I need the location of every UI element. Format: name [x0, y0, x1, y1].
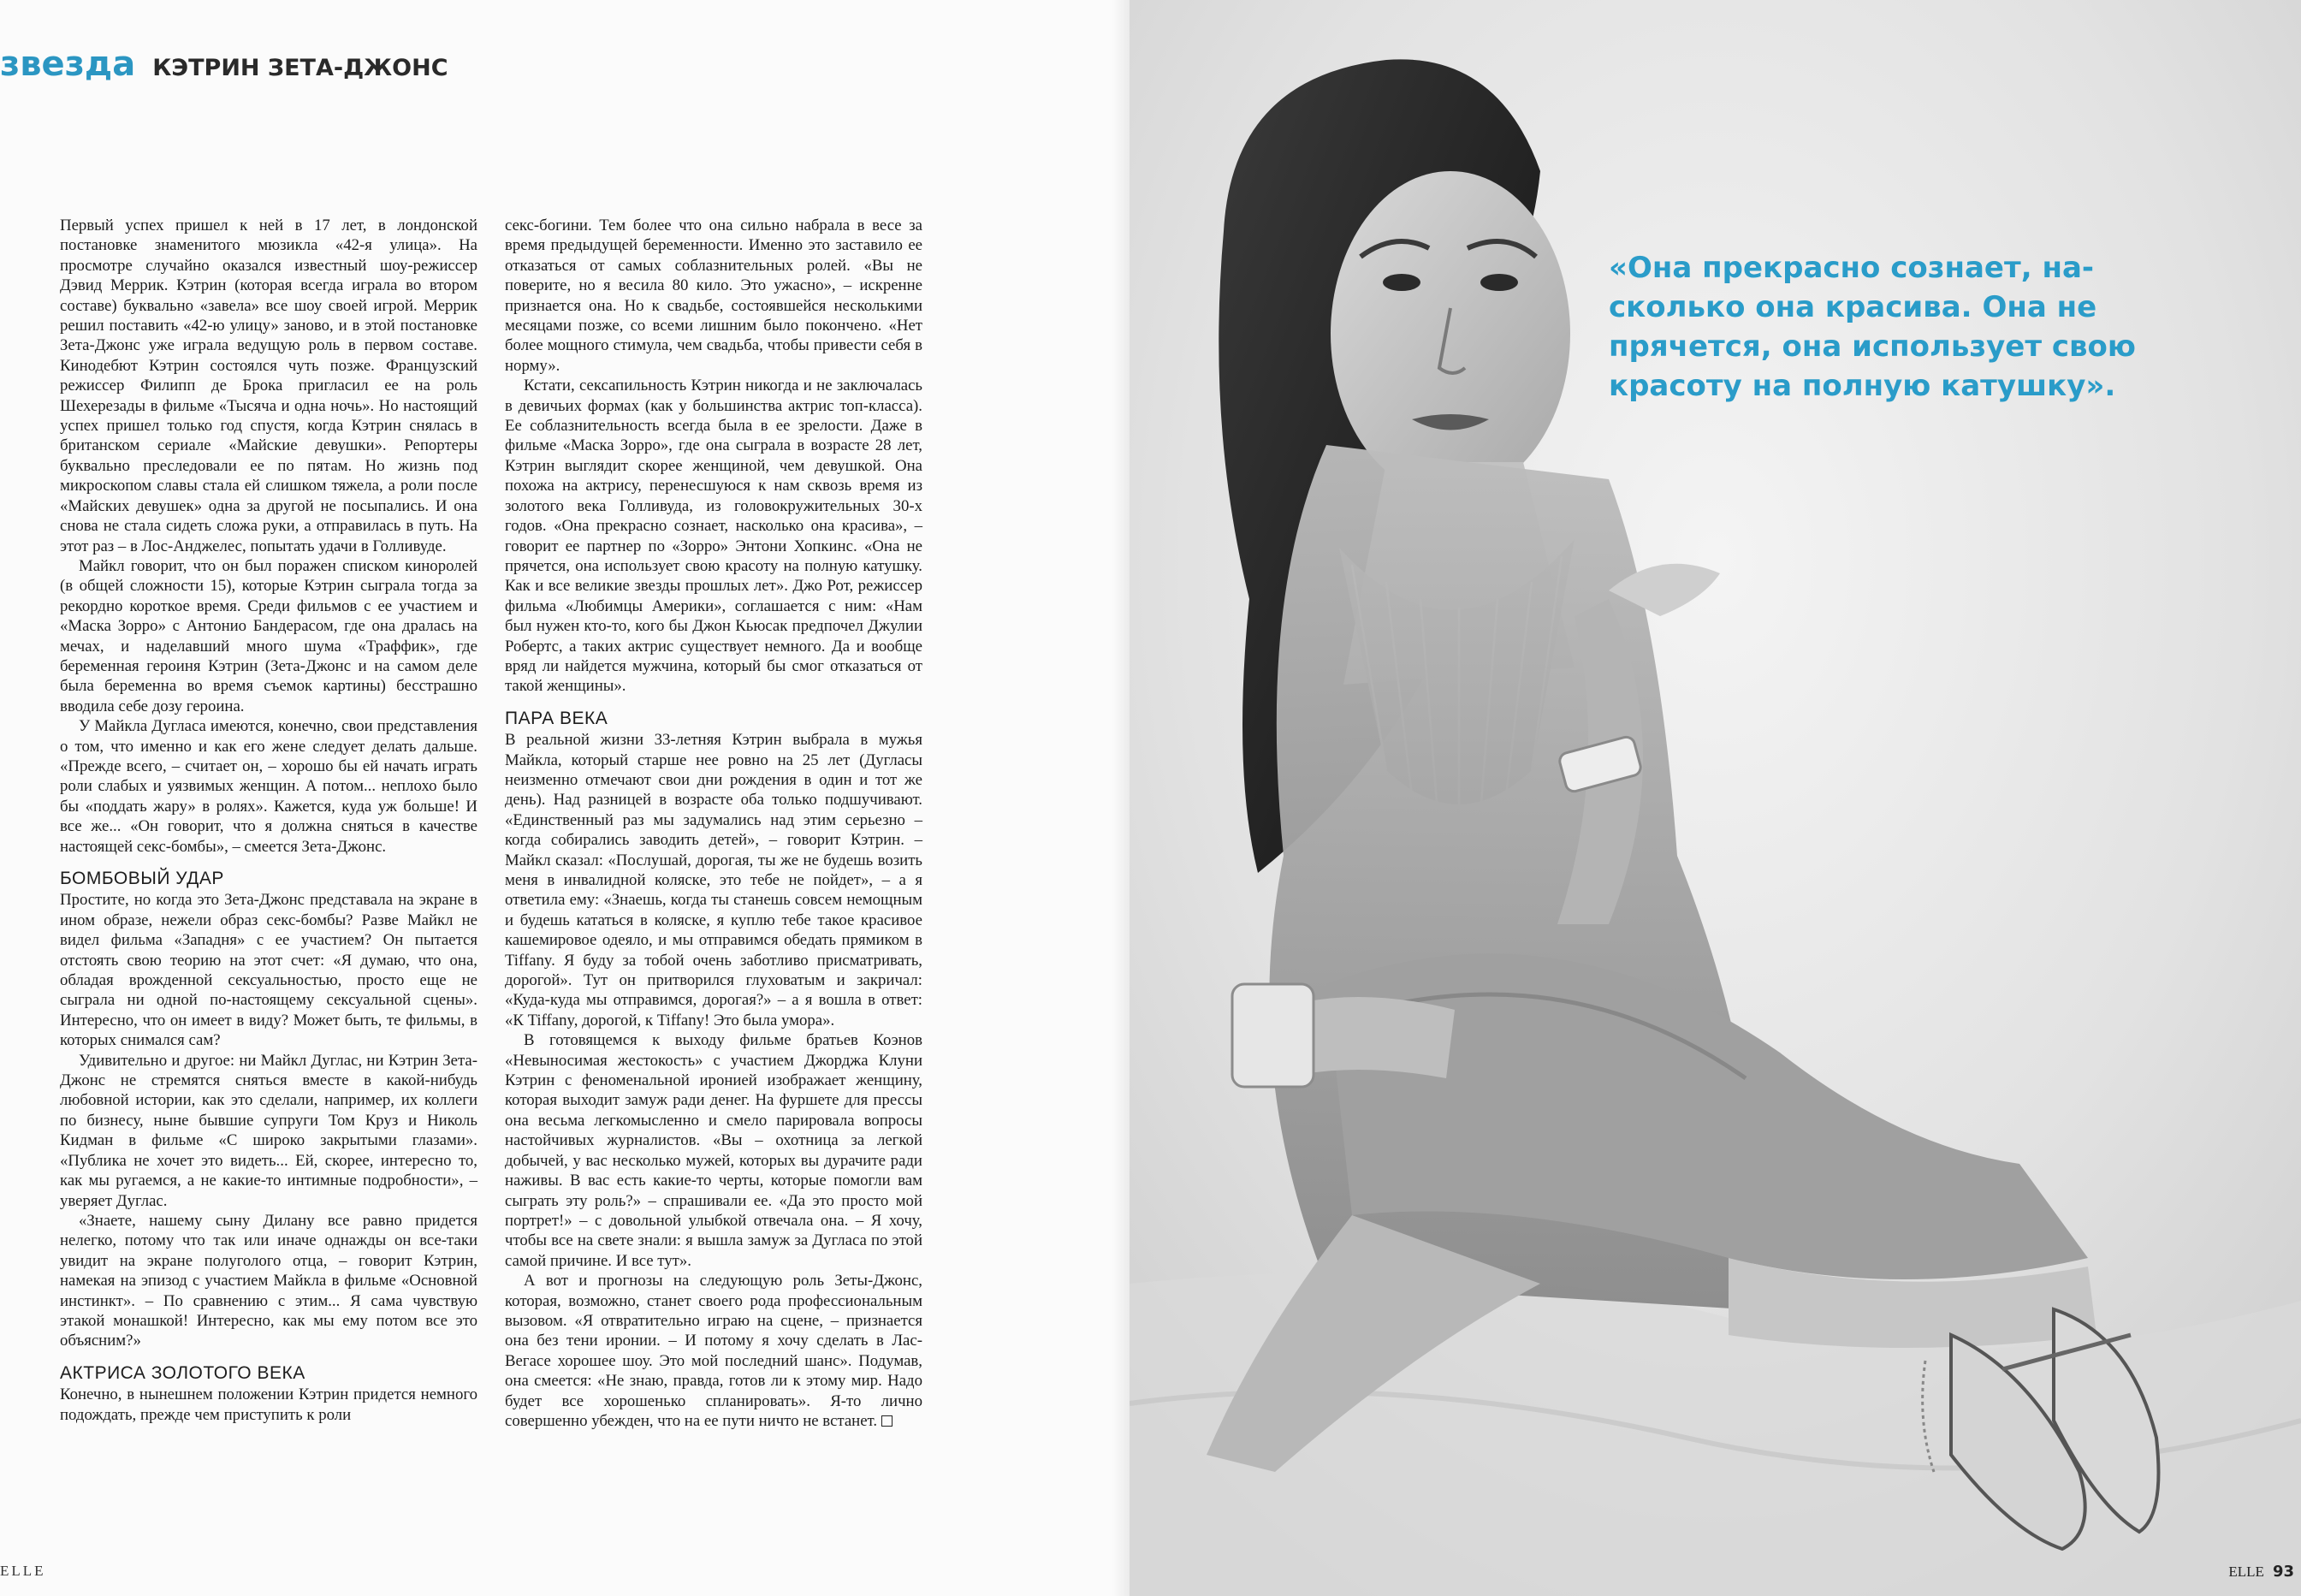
paragraph: Кстати, сексапильность Кэтрин никогда и не заключалась в девичьих формах (как у большинства актрис топ-класса). Ее соблазнительность всегда была в ее зрелости. Даже в фильме «Маска Зорро», где она сыграла в возрасте 28 лет, Кэтрин выглядит скорее женщиной, чем девушкой. Она похожа на актрису, перенесшуюся к нам сквозь время из золотого века Голливуда, из головокружительных 30-х годов. «Она прекрасно сознает, насколько она красива», – говорит ее партнер по «Зорро» Энтони Хопкинс. «Она не прячется, она использует свою красоту на полную катушку. Как и все великие звезды прошлых лет». Джо Рот, режиссер фильма «Любимцы Америки», соглашается с ним: «Нам был нужен кто-то, кого бы Джон Кьюсак предпочел Джулии Робертс, а таких актрис существует немного. Да и вообще вряд ли найдется мужчина, который бы смог отказаться от такой женщины». — [505, 377, 922, 696]
subheading: ПАРА ВЕКА — [505, 708, 608, 728]
paragraph: секс-богини. Тем более что она сильно набрала в весе за время предыдущей беременности. Именно это заставило ее отказаться от самых соблазнительных ролей. «Вы не поверите, но я весила 80 кило. Это ужасно», – искренне признается она. Но к свадьбе, состоявшейся несколькими месяцами позже, со всеми лишним было покончено. «Нет более мощного стимула, чем свадьба, чтобы привести себя в норму». — [505, 217, 922, 375]
portrait-photo — [1130, 0, 2301, 1596]
pull-quote-line: красоту на полную катушку». — [1609, 369, 2116, 403]
paragraph: Майкл говорит, что он был поражен списком киноролей (в общей сложности 15), которые Кэтрин сыграла тогда за рекордно короткое время. Среди фильмов с ее участием и «Маска Зорро» с Антонио Бандерасом, где она дралась на мечах, и наделавший много шума «Траффик», где беременная героиня Кэтрин (Зета-Джонс и на самом деле была беременна во время съемок картины) бесстрашно вводила себе дозу героина. — [60, 556, 477, 715]
pull-quote-line: «Она прекрасно сознает, на- — [1609, 251, 2094, 285]
rubric-header — [0, 44, 448, 87]
subheading: БОМБОВЫЙ УДАР — [60, 869, 224, 888]
pull-quote-line: сколько она красива. Она не — [1609, 290, 2097, 324]
paragraph: «Знаете, нашему сыну Дилану все равно придется нелегко, потому что так или иначе однажды он все-таки увидит на экране полуголого отца, – говорит Кэтрин, намекая на эпизод с участием Майкла в фильме «Основной инстинкт». – По сравнению с этим... Я сама чувствую этакой монашкой! Интересно, как мы ему потом все это объясним?» — [60, 1211, 477, 1350]
magazine-brand: ELLE — [2228, 1563, 2264, 1580]
article-subject: КЭТРИН ЗЕТА-ДЖОНС — [152, 55, 448, 81]
paragraph: Простите, но когда это Зета-Джонс представала на экране в ином образе, нежели образ секс-бомбы? Разве Майкл не видел фильма «Западня» с ее участием? Он пытается отстоять свою теорию на этот счет: «Я думаю, что она, обладая врожденной сексуальностью, просто еще не сыграла ни одной по-настоящему сексуальной сцены». Интересно, что он имеет в виду? Может быть, те фильмы, в которых снимался сам? — [60, 891, 477, 1050]
text-column-1 — [60, 216, 477, 1425]
text-column-2 — [505, 216, 922, 1431]
page-number: 93 — [2272, 1563, 2294, 1581]
subheading: АКТРИСА ЗОЛОТОГО ВЕКА — [60, 1362, 305, 1383]
paragraph: В готовящемся к выходу фильме братьев Коэнов «Невыносимая жестокость» с участием Джорджа Клуни Кэтрин с феноменальной иронией изображает женщину, которая выходит замуж ради денег. На фуршете для прессы она весьма легкомысленно и смело парировала вопросы настойчивых журналистов. «Вы – охотница за легкой добычей, у вас несколько мужей, которых вы дурачите ради наживы. В вас есть какие-то черты, которые помогли вам сыграть эту роль?» – спрашивали ее. «Да это просто мой портрет!» – с довольной улыбкой отвечала она. – Я хочу, чтобы все на свете знали: я вышла замуж за Дугласа по этой самой причине. И все тут». — [505, 1031, 922, 1270]
paragraph: Первый успех пришел к ней в 17 лет, в лондонской постановке знаменитого мюзикла «42-я улица». На просмотре случайно оказался известный шоу-режиссер Дэвид Меррик. Кэтрин (которая всегда играла во втором составе) буквально «завела» все шоу своей игрой. Меррик решил поставить «42-ю улицу» заново, и в этой постановке Зета-Джонс уже играла ведущую роль в первом составе. Кинодебют Кэтрин состоялся чуть позже. Французский режиссер Филипп де Брока пригласил ее на роль Шехерезады в фильме «Тысяча и одна ночь». Но настоящий успех пришел только год спустя, когда Кэтрин снялась в британском сериале «Майские девушки». Репортеры буквально преследовали ее по пятам. Но жизнь под микроскопом славы стала ей слишком тяжела, а роли после «Майских девушек» одна за другой не посыпались. И она снова не стала сидеть сложа руки, а отправилась в путь. На этот раз – в Лос-Анджелес, попытать удачи в Голливуде. — [60, 217, 477, 555]
folio-left: ELLE — [0, 1563, 46, 1579]
paragraph — [505, 1271, 922, 1431]
pull-quote — [1609, 248, 2225, 406]
section-title: звезда — [0, 44, 136, 84]
paragraph: Конечно, в нынешнем положении Кэтрин придется немного подождать, прежде чем приступить к роли — [60, 1385, 477, 1424]
end-mark-icon — [881, 1415, 893, 1427]
paragraph-text: А вот и прогнозы на следующую роль Зеты-Джонс, которая, возможно, станет своего рода профессиональным вызовом. «Я отвратительно играю на сцене, – признается она без тени иронии. – И потому я хочу сделать в Лас-Вегасе хорошее шоу. Это мой последний шанс». Подумав, она смеется: «Не знаю, правда, готов ли к этому мир. Надо будет все хорошенько спланировать». Я-то лично совершенно убежден, что на ее пути ничто не встанет. — [505, 1272, 922, 1430]
right-page — [1130, 0, 2301, 1596]
folio-right — [2228, 1563, 2294, 1581]
pull-quote-line: прячется, она использует свою — [1609, 329, 2136, 364]
paragraph: У Майкла Дугласа имеются, конечно, свои представления о том, что именно и как его жене следует делать дальше. «Прежде всего, – считает он, – хорошо бы ей начать играть роли слабых и уязвимых женщин. А потом... неплохо было бы «поддать жару» в ролях». Кажется, куда уж больше! И все же... «Он говорит, что я должна сняться в качестве настоящей секс-бомбы», – смеется Зета-Джонс. — [60, 717, 477, 856]
paragraph: В реальной жизни 33-летняя Кэтрин выбрала в мужья Майкла, который старше нее ровно на 25 лет (Дугласы неизменно отмечают свои дни рождения в один и тот же день). Над разницей в возрасте оба только подшучивают. «Единственный раз мы задумались над этим серьезно – когда собирались заводить детей», – говорит Кэтрин. – Майкл сказал: «Послушай, дорогая, ты же не будешь возить меня в инвалидной коляске, это тебе не пойдет», – а я ответила ему: «Знаешь, когда ты станешь совсем немощным и будешь кататься в коляске, я куплю тебе такое красивое кашемировое одеяло, и мы отправимся обедать прямиком в Tiffany. Я буду за тобой очень заботливо присматривать, дорогой». Тут он притворился глуховатым и закричал: «Куда-куда мы отправимся, дорогая?» – а я вошла в ответ: «К Tiffany, дорогой, к Tiffany! Это была умора». — [505, 731, 922, 1029]
left-page — [0, 0, 1130, 1596]
paragraph: Удивительно и другое: ни Майкл Дуглас, ни Кэтрин Зета-Джонс не стремятся сняться вместе в какой-нибудь любовной истории, как это сделали, например, их коллеги по бизнесу, ныне бывшие супруги Том Круз и Николь Кидман в фильме «С широко закрытыми глазами». «Публика не хочет это видеть... Ей, скорее, интересно то, как мы ругаемся, а не какие-то интимные подробности», – уверяет Дуглас. — [60, 1051, 477, 1210]
